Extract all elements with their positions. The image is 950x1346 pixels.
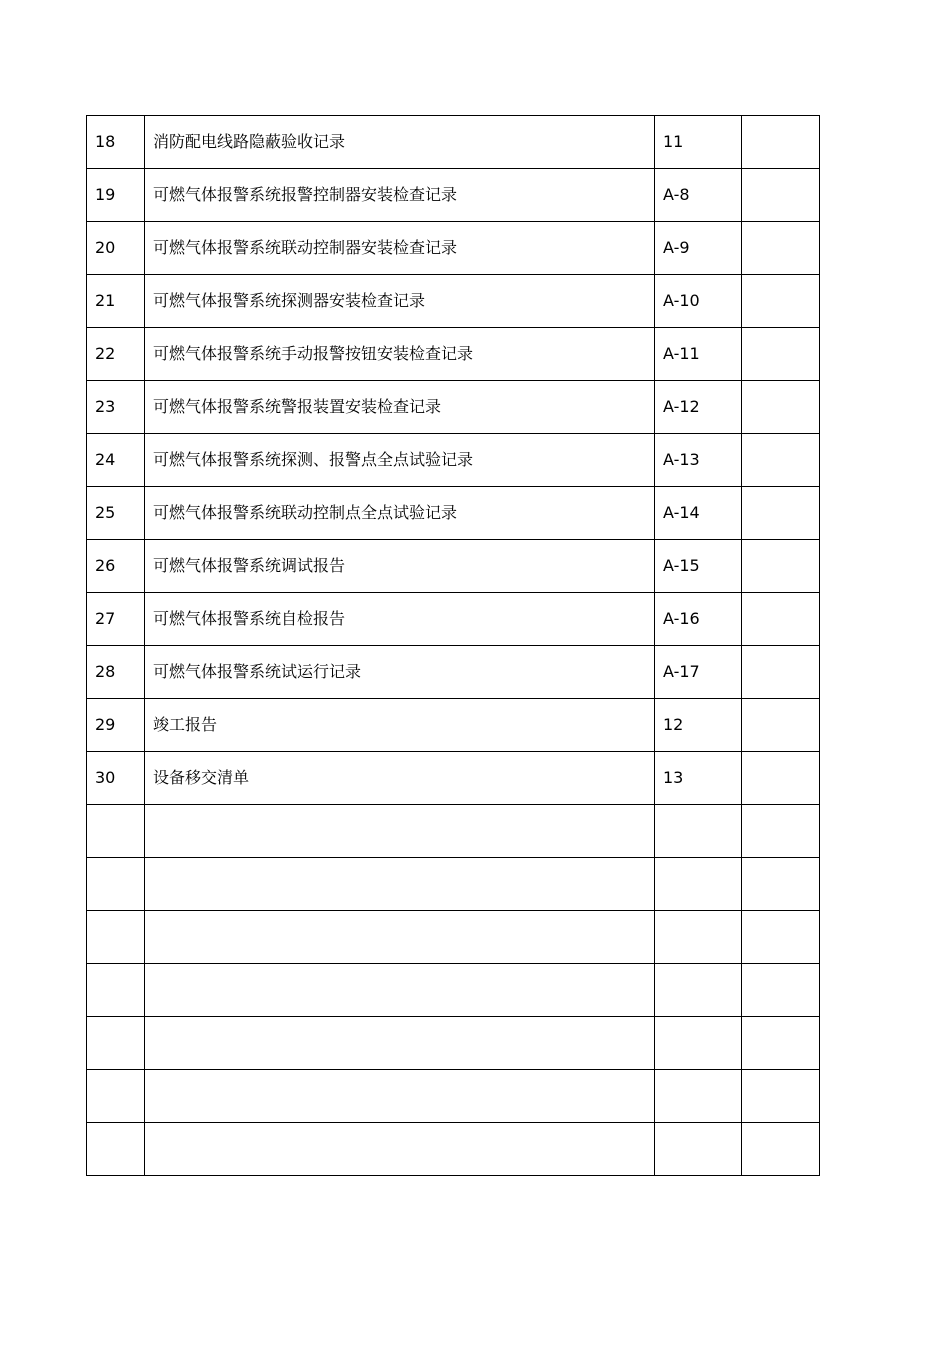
record-code: 11 <box>655 116 742 169</box>
remark-cell <box>742 752 820 805</box>
record-name <box>145 1017 655 1070</box>
record-name: 可燃气体报警系统联动控制点全点试验记录 <box>145 487 655 540</box>
remark-cell <box>742 275 820 328</box>
row-number: 29 <box>87 699 145 752</box>
record-name: 可燃气体报警系统调试报告 <box>145 540 655 593</box>
row-number: 28 <box>87 646 145 699</box>
record-code: A-17 <box>655 646 742 699</box>
record-code: A-11 <box>655 328 742 381</box>
table-row <box>87 434 820 487</box>
remark-cell <box>742 964 820 1017</box>
remark-cell <box>742 540 820 593</box>
remark-cell <box>742 381 820 434</box>
record-code: A-15 <box>655 540 742 593</box>
record-code <box>655 1123 742 1176</box>
record-name <box>145 805 655 858</box>
record-code: 13 <box>655 752 742 805</box>
record-code: A-12 <box>655 381 742 434</box>
table-row <box>87 1070 820 1123</box>
record-code: A-13 <box>655 434 742 487</box>
record-code <box>655 1070 742 1123</box>
row-number: 20 <box>87 222 145 275</box>
row-number: 27 <box>87 593 145 646</box>
remark-cell <box>742 328 820 381</box>
row-number: 24 <box>87 434 145 487</box>
table-row <box>87 699 820 752</box>
remark-cell <box>742 169 820 222</box>
row-number: 25 <box>87 487 145 540</box>
record-name: 可燃气体报警系统警报装置安装检查记录 <box>145 381 655 434</box>
record-name: 可燃气体报警系统联动控制器安装检查记录 <box>145 222 655 275</box>
record-name: 竣工报告 <box>145 699 655 752</box>
record-code <box>655 911 742 964</box>
record-code <box>655 805 742 858</box>
record-name: 可燃气体报警系统探测器安装检查记录 <box>145 275 655 328</box>
record-code: 12 <box>655 699 742 752</box>
record-name <box>145 858 655 911</box>
remark-cell <box>742 911 820 964</box>
row-number <box>87 1123 145 1176</box>
table-row <box>87 646 820 699</box>
row-number: 26 <box>87 540 145 593</box>
table-row <box>87 222 820 275</box>
record-code: A-9 <box>655 222 742 275</box>
table-row <box>87 169 820 222</box>
row-number: 22 <box>87 328 145 381</box>
row-number: 23 <box>87 381 145 434</box>
row-number: 21 <box>87 275 145 328</box>
remark-cell <box>742 646 820 699</box>
record-name: 可燃气体报警系统探测、报警点全点试验记录 <box>145 434 655 487</box>
row-number <box>87 1070 145 1123</box>
record-code <box>655 1017 742 1070</box>
table-row <box>87 487 820 540</box>
record-name <box>145 1070 655 1123</box>
remark-cell <box>742 1070 820 1123</box>
row-number <box>87 964 145 1017</box>
table-row <box>87 1017 820 1070</box>
table-row <box>87 964 820 1017</box>
remark-cell <box>742 805 820 858</box>
row-number: 19 <box>87 169 145 222</box>
table-row <box>87 275 820 328</box>
record-name: 设备移交清单 <box>145 752 655 805</box>
table-row <box>87 805 820 858</box>
record-code: A-8 <box>655 169 742 222</box>
row-number <box>87 911 145 964</box>
remark-cell <box>742 487 820 540</box>
table-row <box>87 593 820 646</box>
table-row <box>87 328 820 381</box>
record-code: A-10 <box>655 275 742 328</box>
record-code <box>655 858 742 911</box>
remark-cell <box>742 434 820 487</box>
table-row <box>87 381 820 434</box>
record-code: A-16 <box>655 593 742 646</box>
row-number <box>87 858 145 911</box>
row-number: 30 <box>87 752 145 805</box>
record-name: 可燃气体报警系统报警控制器安装检查记录 <box>145 169 655 222</box>
table-row <box>87 858 820 911</box>
table-row <box>87 540 820 593</box>
remark-cell <box>742 222 820 275</box>
table-row <box>87 116 820 169</box>
row-number <box>87 805 145 858</box>
record-name: 消防配电线路隐蔽验收记录 <box>145 116 655 169</box>
table-row <box>87 752 820 805</box>
remark-cell <box>742 699 820 752</box>
table-row <box>87 1123 820 1176</box>
remark-cell <box>742 116 820 169</box>
remark-cell <box>742 1017 820 1070</box>
record-name <box>145 964 655 1017</box>
record-code: A-14 <box>655 487 742 540</box>
record-name <box>145 911 655 964</box>
record-name: 可燃气体报警系统自检报告 <box>145 593 655 646</box>
record-code <box>655 964 742 1017</box>
table-row <box>87 911 820 964</box>
row-number <box>87 1017 145 1070</box>
remark-cell <box>742 1123 820 1176</box>
row-number: 18 <box>87 116 145 169</box>
record-name: 可燃气体报警系统试运行记录 <box>145 646 655 699</box>
record-name <box>145 1123 655 1176</box>
record-name: 可燃气体报警系统手动报警按钮安装检查记录 <box>145 328 655 381</box>
remark-cell <box>742 858 820 911</box>
remark-cell <box>742 593 820 646</box>
record-index-table <box>86 115 820 1176</box>
